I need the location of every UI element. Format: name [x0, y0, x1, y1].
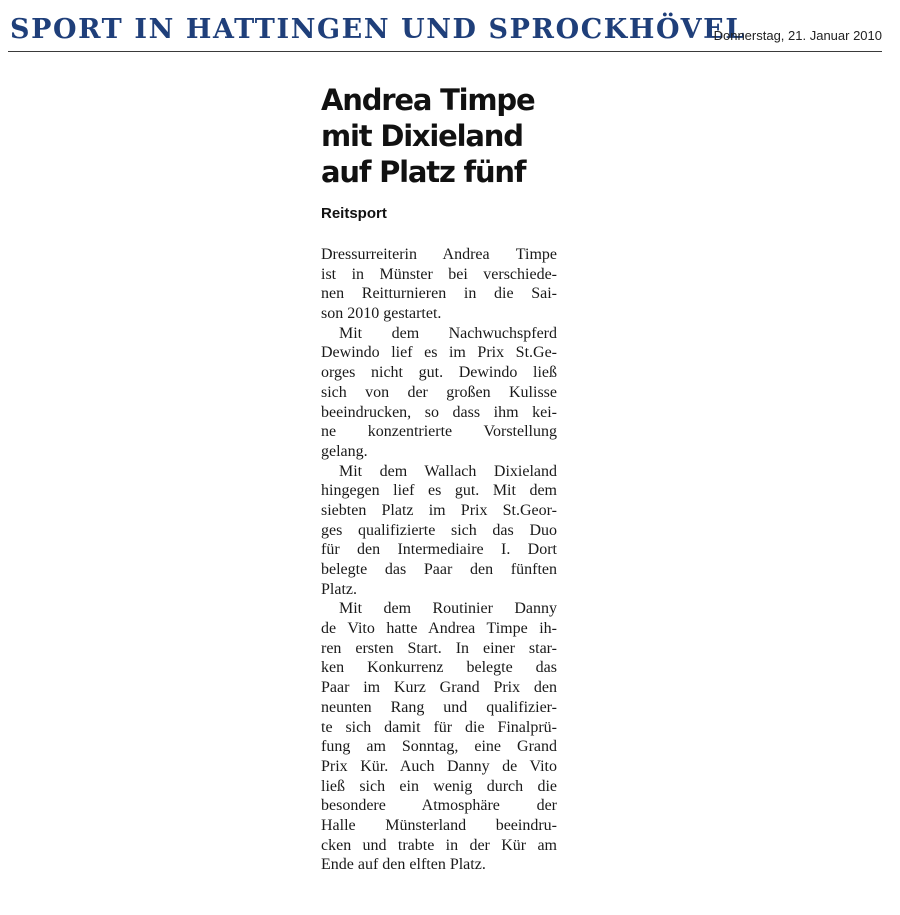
article-line: besondere Atmosphäre der: [321, 797, 557, 815]
article-line: ken Konkurrenz belegte das: [321, 659, 557, 677]
article-line: te sich damit für die Finalprü-: [321, 718, 557, 736]
article-body: [321, 245, 557, 875]
article-line: nen Reitturnieren in die Sai-: [321, 285, 557, 303]
article-headline: [321, 82, 621, 190]
article-line: Dressurreiterin Andrea Timpe: [321, 246, 557, 263]
headline-line: mit Dixieland: [321, 119, 523, 153]
article-line: Platz.: [321, 580, 357, 598]
article-line: ges qualifizierte sich das Duo: [321, 521, 557, 539]
article-line: orges nicht gut. Dewindo ließ: [321, 364, 557, 382]
article-line: für den Intermediaire I. Dort: [321, 541, 557, 559]
article-line: ließ sich ein wenig durch die: [321, 777, 557, 795]
article-line: cken und trabte in der Kür am: [321, 836, 557, 854]
article-line: Halle Münsterland beeindru-: [321, 816, 557, 834]
article-line: ne konzentrierte Vorstellung: [321, 423, 557, 441]
article-line: siebten Platz im Prix St.Geor-: [321, 501, 557, 519]
article-line: ren ersten Start. In einer star-: [321, 639, 557, 657]
section-title: SPORT IN HATTINGEN UND SPROCKHÖVEL: [10, 14, 746, 45]
article-line: ist in Münster bei verschiede-: [321, 265, 557, 283]
header-rule: [8, 51, 882, 52]
publication-date: Donnerstag, 21. Januar 2010: [713, 28, 882, 43]
article-line: Prix Kür. Auch Danny de Vito: [321, 757, 557, 775]
article-line: son 2010 gestartet.: [321, 305, 442, 323]
article-line: belegte das Paar den fünften: [321, 561, 557, 578]
article-line: Paar im Kurz Grand Prix den: [321, 679, 557, 697]
article-line: Mit dem Routinier Danny: [339, 600, 557, 618]
article-line: beeindrucken, so dass ihm kei-: [321, 403, 557, 421]
article-line: Mit dem Wallach Dixieland: [339, 462, 557, 480]
article-line: gelang.: [321, 442, 368, 460]
article-line: de Vito hatte Andrea Timpe ih-: [321, 620, 557, 638]
article-line: fung am Sonntag, eine Grand: [321, 738, 557, 756]
article-kicker: Reitsport: [321, 205, 387, 222]
headline-line: auf Platz fünf: [321, 155, 526, 189]
headline-line: Andrea Timpe: [321, 83, 535, 117]
article-line: Ende auf den elften Platz.: [321, 856, 486, 874]
article-line: neunten Rang und qualifizier-: [321, 698, 557, 716]
article-line: Mit dem Nachwuchspferd: [339, 324, 557, 342]
article-line: hingegen lief es gut. Mit dem: [321, 482, 557, 500]
article-line: Dewindo lief es im Prix St.Ge-: [321, 344, 557, 362]
article-line: sich von der großen Kulisse: [321, 383, 557, 401]
